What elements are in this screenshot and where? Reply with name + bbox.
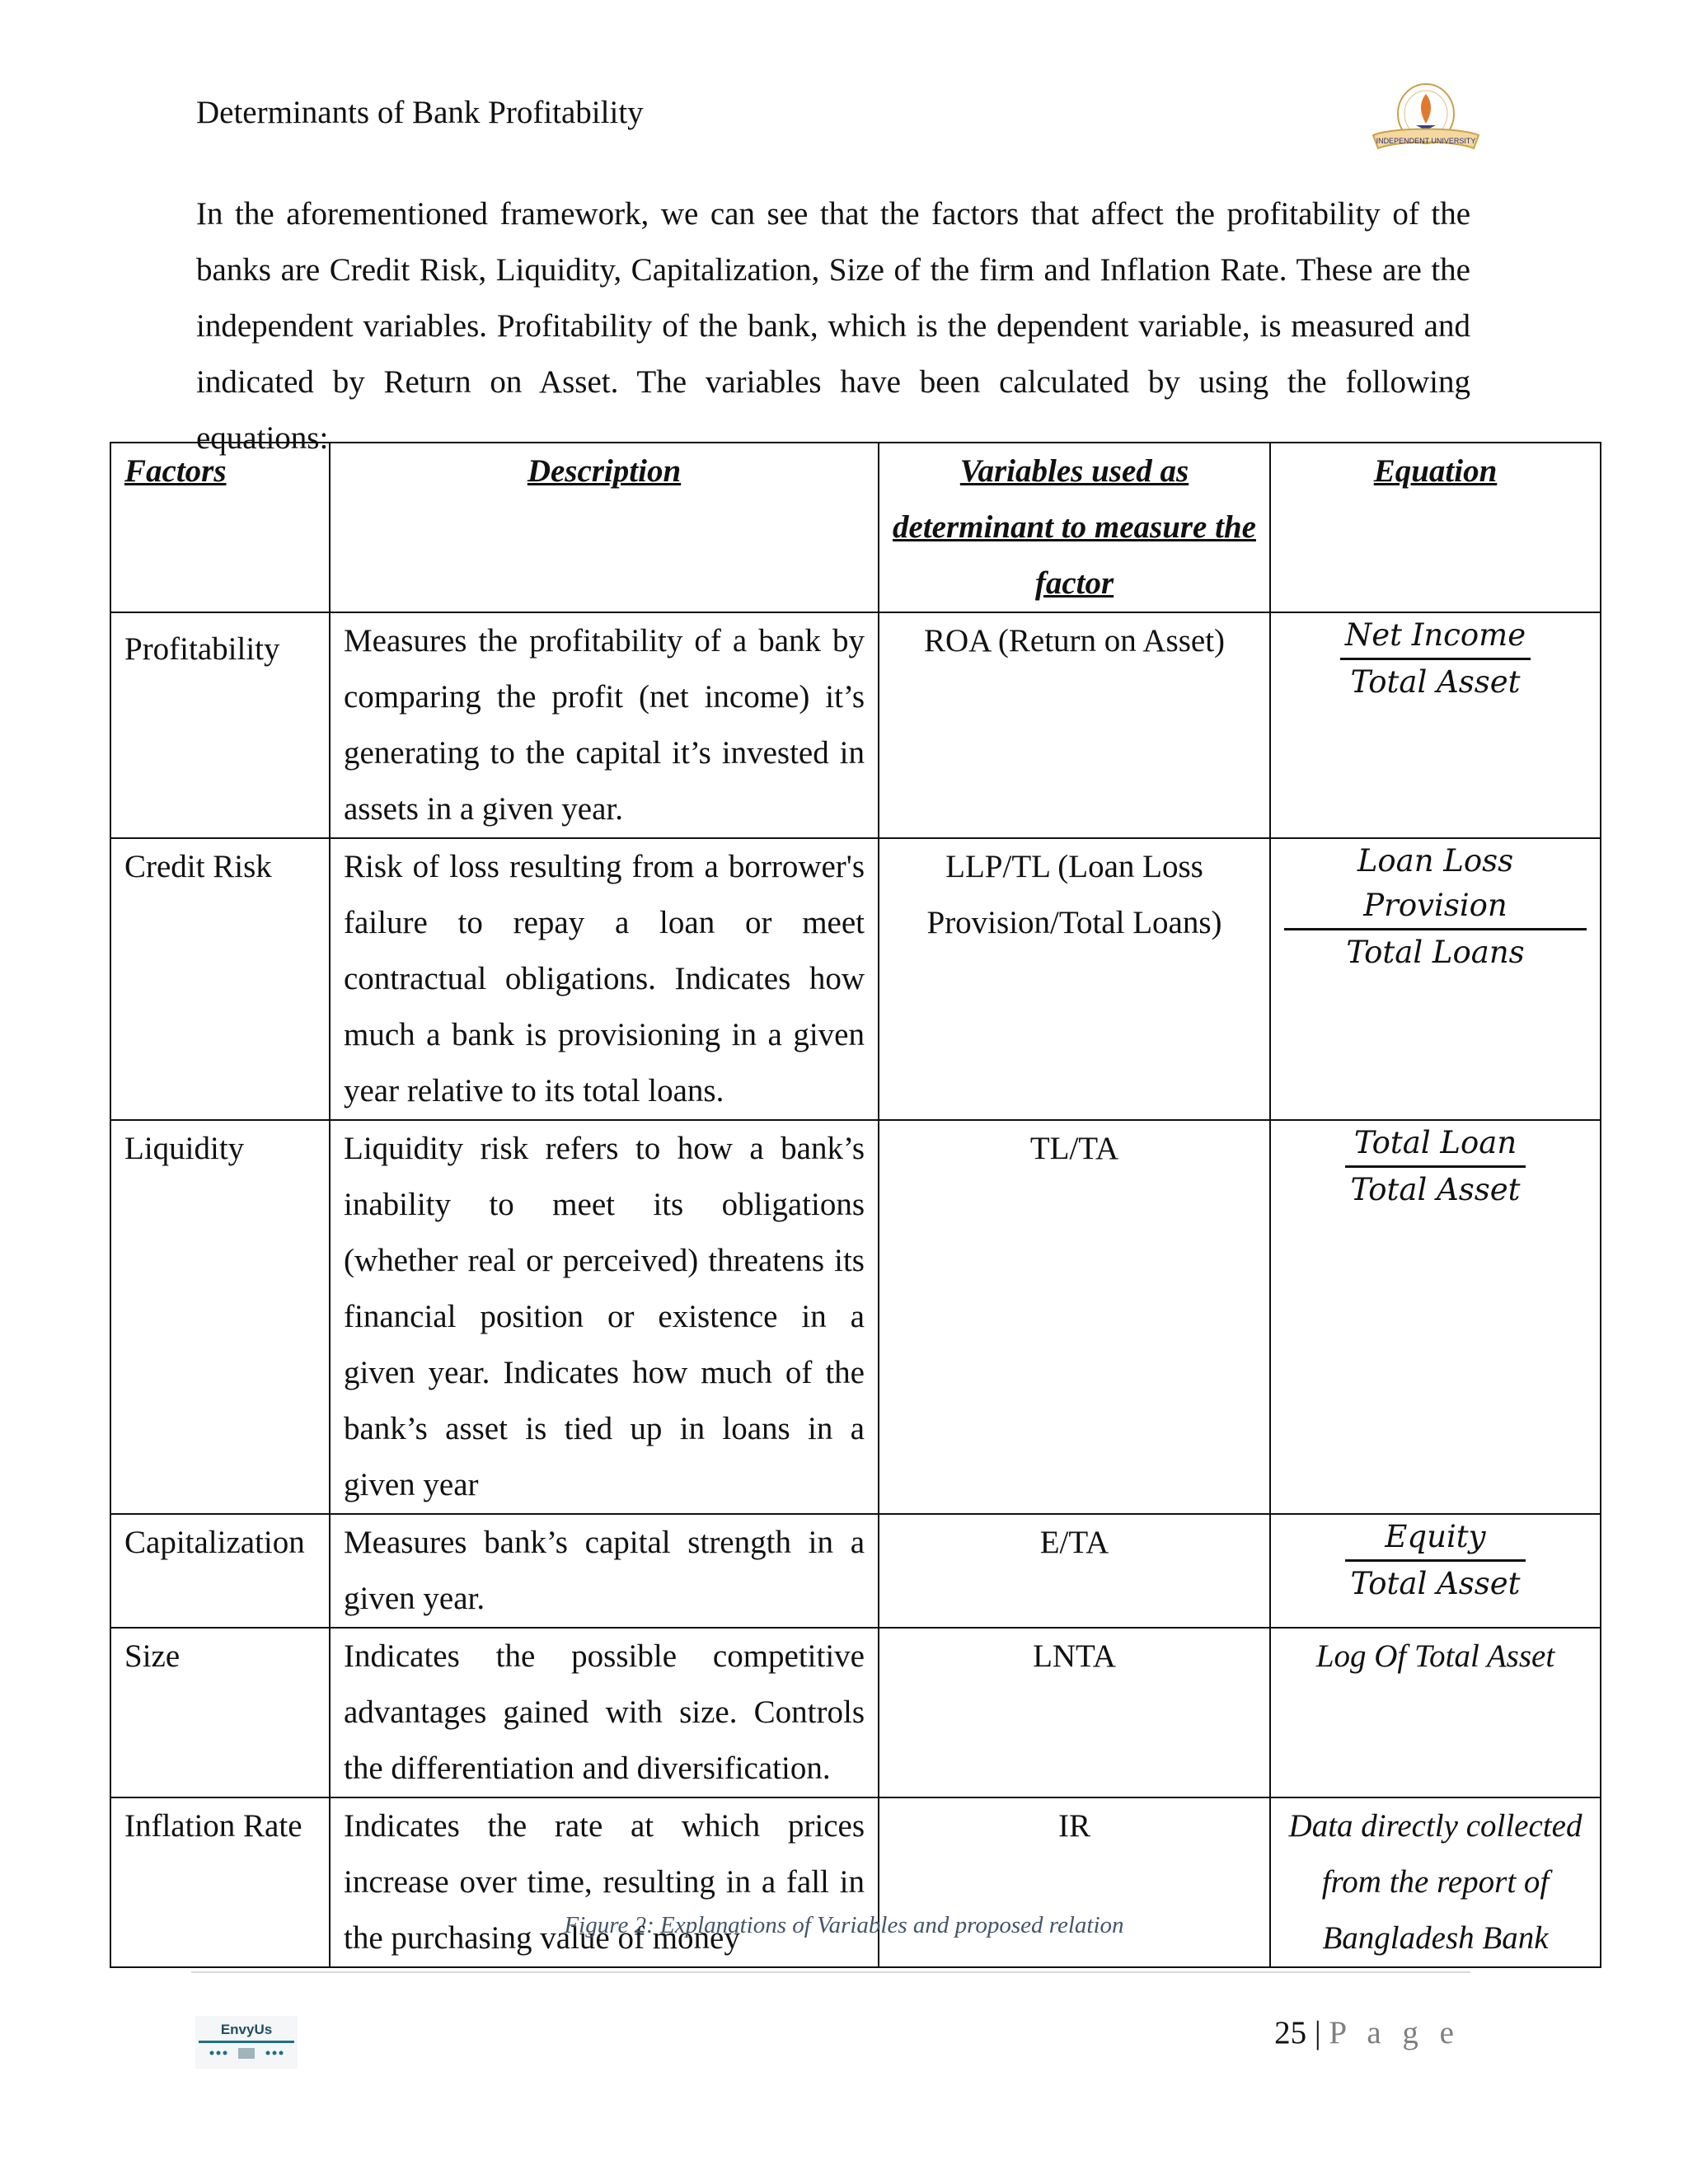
header-title: Determinants of Bank Profitability (196, 95, 644, 130)
table-row (110, 612, 1601, 838)
fraction-denominator: Total Asset (1350, 664, 1521, 700)
equation-text: Log Of Total Asset (1315, 1638, 1555, 1674)
envyus-logo (195, 2016, 298, 2069)
fraction (1284, 839, 1587, 975)
factor-cell: Profitability (110, 612, 330, 838)
fraction (1345, 1121, 1525, 1212)
equation-cell (1270, 838, 1601, 1120)
variable-cell: TL/TA (879, 1120, 1270, 1514)
factor-cell: Credit Risk (110, 838, 330, 1120)
equation-cell (1270, 1514, 1601, 1628)
university-logo (1368, 76, 1484, 158)
table-header-row (110, 443, 1601, 612)
header-equation: Equation (1270, 443, 1601, 612)
table-row (110, 1797, 1601, 1967)
equation-cell (1270, 1797, 1601, 1967)
fraction-numerator: Total Loan (1345, 1121, 1525, 1168)
description-cell: Risk of loss resulting from a borrower's failure to repay a loan or meet contractual obligations. Indicates how much a bank is provisioning in a given year relative to its total loans. (330, 838, 879, 1120)
description-cell: Liquidity risk refers to how a bank’s inability to meet its obligations (whether real or perceived) threatens its financial position or existence in a given year. Indicates how much of the bank’s asset is tied up in loans in a given year (330, 1120, 879, 1514)
factor-cell: Capitalization (110, 1514, 330, 1628)
fraction-denominator: Total Asset (1350, 1172, 1521, 1207)
footer-divider (191, 1971, 1470, 1973)
fraction-numerator: Loan Loss Provision (1284, 839, 1587, 930)
description-cell: Measures the profitability of a bank by comparing the profit (net income) it’s generating to the capital it’s invested in assets in a given year. (330, 612, 879, 838)
table-row (110, 1514, 1601, 1628)
page-number-value: 25 (1274, 2015, 1307, 2050)
equation-cell (1270, 1120, 1601, 1514)
fraction-numerator: Equity (1345, 1515, 1525, 1562)
header-description: Description (330, 443, 879, 612)
variable-cell: LLP/TL (Loan Loss Provision/Total Loans) (879, 838, 1270, 1120)
fraction-denominator: Total Loans (1346, 935, 1525, 970)
variables-table (110, 442, 1601, 1968)
page-number: 25 | P a g e (1274, 2015, 1461, 2050)
fraction-denominator: Total Asset (1350, 1566, 1521, 1601)
svg-text:INDEPENDENT UNIVERSITY: INDEPENDENT UNIVERSITY (1376, 137, 1476, 145)
fraction (1340, 613, 1531, 705)
header-variables: Variables used as determinant to measure the factor (879, 443, 1270, 612)
fraction (1345, 1515, 1525, 1606)
header-factors: Factors (110, 443, 330, 612)
table-row (110, 1120, 1601, 1514)
table-row (110, 1628, 1601, 1797)
equation-cell (1270, 612, 1601, 838)
intro-paragraph: In the aforementioned framework, we can see that the factors that affect the profitability of the banks are Credit Risk, Liquidity, Capitalization, Size of the firm and Inflation Rate. These are the independent variables. Profitability of the bank, which is the dependent variable, is measured and indicated by Return on Asset. The variables have been calculated by using the following equations: (196, 196, 1470, 456)
factor-cell: Liquidity (110, 1120, 330, 1514)
description-cell: Indicates the rate at which prices increase over time, resulting in a fall in the purchasing value of money (330, 1797, 879, 1967)
description-cell: Measures bank’s capital strength in a given year. (330, 1514, 879, 1628)
factor-cell: Size (110, 1628, 330, 1797)
svg-text:EnvyUs: EnvyUs (220, 2022, 273, 2037)
page-label: P a g e (1329, 2015, 1461, 2050)
variable-cell: ROA (Return on Asset) (879, 612, 1270, 838)
table-row (110, 838, 1601, 1120)
figure-caption: Figure 2: Explanations of Variables and proposed relation (564, 1912, 1124, 1938)
variable-cell: LNTA (879, 1628, 1270, 1797)
equation-cell (1270, 1628, 1601, 1797)
equation-text: Data directly collected from the report of Bangladesh Bank (1288, 1808, 1582, 1956)
factor-cell: Inflation Rate (110, 1797, 330, 1967)
variable-cell: E/TA (879, 1514, 1270, 1628)
description-cell: Indicates the possible competitive advantages gained with size. Controls the differentiation and diversification. (330, 1628, 879, 1797)
fraction-numerator: Net Income (1340, 613, 1531, 660)
variable-cell: IR (879, 1797, 1270, 1967)
